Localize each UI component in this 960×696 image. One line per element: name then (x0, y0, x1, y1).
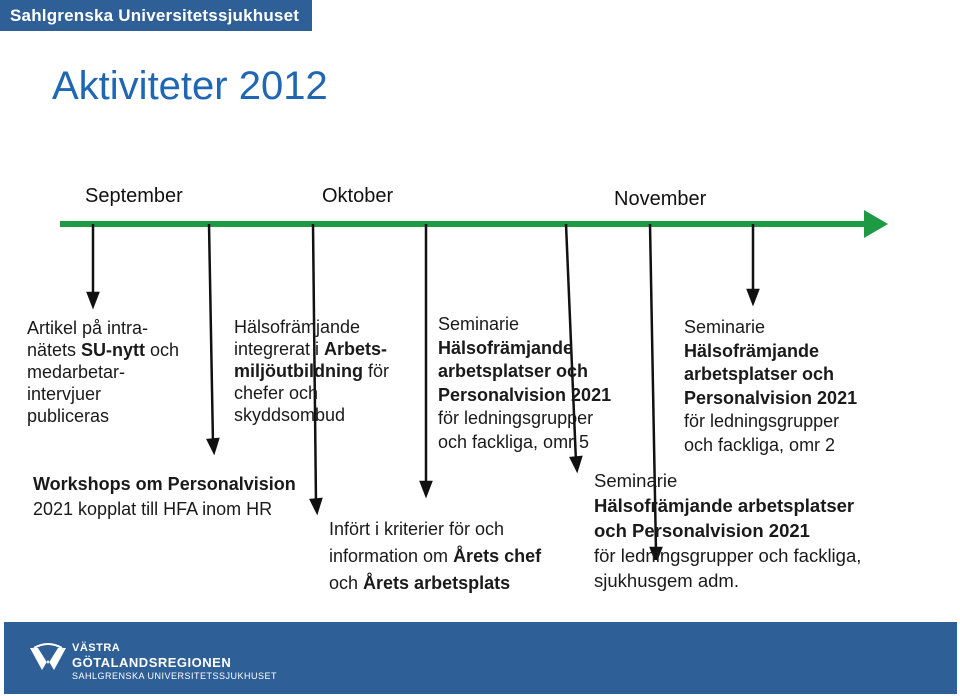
semsj-line-3: och Personalvision 2021 (594, 520, 810, 541)
sem2-line-2: Hälsofrämjande (684, 340, 820, 361)
artikel-line-4: intervjuer (27, 384, 102, 404)
activity-artikel (27, 317, 179, 427)
artikel-su-nytt: SU-nytt (81, 340, 146, 360)
vgr-logo-icon (28, 640, 68, 680)
sem5-line-5: för ledningsgrupper (438, 408, 594, 428)
marker-artikel (88, 224, 98, 306)
sem5-line-4: Personalvision 2021 (438, 384, 612, 405)
artikel-line-5: publiceras (27, 406, 110, 426)
footer-line-3: SAHLGRENSKA UNIVERSITETSSJUKHUSET (72, 671, 278, 681)
activity-halsoframjande-integrerat (234, 316, 389, 426)
sem2-line-6: och fackliga, omr 2 (684, 434, 836, 455)
infort-arets-arbetsplats: Årets arbetsplats (363, 573, 511, 593)
month-september: September (85, 185, 183, 207)
infort-line-1: Infört i kriterier för och (329, 519, 505, 539)
org-name: Sahlgrenska Universitetssjukhuset (10, 6, 300, 25)
timeline-arrowhead (864, 210, 888, 238)
workshops-line-1: Workshops om Personalvision (33, 474, 296, 494)
halso-miljoutbildning: miljöutbildning (234, 361, 363, 381)
sem5-line-1: Seminarie (438, 314, 520, 334)
activity-infort (329, 516, 541, 597)
halso-line-5: skyddsombud (234, 405, 346, 425)
footer-bar (4, 622, 957, 694)
activity-seminarie-sjukhus (594, 468, 861, 593)
semsj-line-1: Seminarie (594, 470, 678, 491)
sem5-line-6: och fackliga, omr 5 (438, 431, 590, 452)
activity-seminarie-omr5 (438, 313, 611, 454)
sem2-line-5: för ledningsgrupper (684, 411, 840, 431)
marker-halsoframjande (208, 224, 218, 452)
semsj-line-4: för ledningsgrupper och fackliga, (594, 545, 862, 566)
page-title: Aktiviteter 2012 (52, 64, 328, 108)
footer-line-2: GÖTALANDSREGIONEN (72, 655, 232, 670)
infort-line-2a: information om (329, 546, 454, 566)
semsj-line-5: sjukhusgem adm. (594, 570, 739, 591)
sem5-line-3: arbetsplatser och (438, 361, 589, 381)
semsj-line-2: Hälsofrämjande arbetsplatser (594, 495, 855, 516)
month-oktober: Oktober (322, 185, 394, 207)
halso-arbets: Arbets- (324, 339, 388, 359)
halso-line-4: chefer och (234, 383, 319, 403)
workshops-line-2: 2021 kopplat till HFA inom HR (33, 499, 273, 519)
activity-workshops (33, 472, 296, 522)
halso-line-3b: för (362, 361, 389, 381)
month-november: November (614, 188, 707, 210)
artikel-line-2c: och (145, 340, 180, 360)
sem5-line-2: Hälsofrämjande (438, 337, 574, 358)
halso-line-2a: integrerat i (234, 339, 325, 359)
artikel-line-3: medarbetar- (27, 362, 126, 382)
marker-seminarie-omr5 (421, 224, 431, 495)
artikel-line-2a: nätets (27, 340, 82, 360)
infort-arets-chef: Årets chef (453, 546, 542, 566)
sem2-line-3: arbetsplatser och (684, 364, 835, 384)
marker-seminarie-omr2 (748, 224, 758, 303)
sem2-line-4: Personalvision 2021 (684, 387, 858, 408)
footer-line-1: VÄSTRA (72, 642, 121, 654)
sem2-line-1: Seminarie (684, 317, 766, 337)
artikel-line-1: Artikel på intra- (27, 318, 149, 338)
halso-line-1: Hälsofrämjande (234, 317, 361, 337)
infort-line-3a: och (329, 573, 364, 593)
activity-seminarie-omr2 (684, 316, 857, 457)
